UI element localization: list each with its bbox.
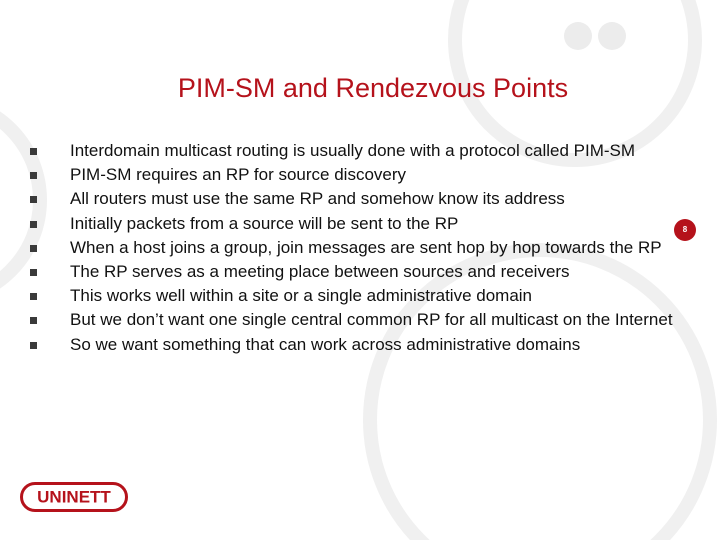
square-bullet-icon <box>30 342 37 349</box>
square-bullet-icon <box>30 245 37 252</box>
bullet-list <box>30 141 690 359</box>
bullet-text: But we don’t want one single central common RP for all multicast on the Internet <box>70 310 673 330</box>
bullet-text: PIM-SM requires an RP for source discovery <box>70 165 407 185</box>
bullet-item <box>30 165 690 184</box>
bullet-item <box>30 286 690 305</box>
bullet-item <box>30 310 690 329</box>
square-bullet-icon <box>30 269 37 276</box>
bullet-item <box>30 214 690 233</box>
decor-dot <box>598 22 626 50</box>
bullet-item <box>30 335 690 354</box>
square-bullet-icon <box>30 196 37 203</box>
bullet-item <box>30 262 690 281</box>
bullet-text: All routers must use the same RP and somehow know its address <box>70 189 565 209</box>
bullet-item <box>30 141 690 160</box>
decor-dot <box>564 22 592 50</box>
bullet-text: The RP serves as a meeting place between sources and receivers <box>70 262 570 282</box>
page-number-badge: 8 <box>674 219 696 241</box>
bullet-text: Initially packets from a source will be sent to the RP <box>70 213 459 233</box>
slide-title: PIM-SM and Rendezvous Points <box>177 73 569 103</box>
bullet-text: Interdomain multicast routing is usually done with a protocol called PIM-SM <box>70 141 636 160</box>
bullet-item <box>30 189 690 208</box>
uninett-logo <box>20 482 128 512</box>
bullet-item <box>30 238 690 257</box>
bullet-text: When a host joins a group, join messages are sent hop by hop towards the RP <box>70 237 662 257</box>
square-bullet-icon <box>30 293 37 300</box>
square-bullet-icon <box>30 221 37 228</box>
logo-text: UNINETT <box>37 487 111 507</box>
square-bullet-icon <box>30 148 37 155</box>
bullet-text: So we want something that can work across administrative domains <box>70 334 581 354</box>
square-bullet-icon <box>30 317 37 324</box>
bullet-text: This works well within a site or a single administrative domain <box>70 286 533 306</box>
square-bullet-icon <box>30 172 37 179</box>
